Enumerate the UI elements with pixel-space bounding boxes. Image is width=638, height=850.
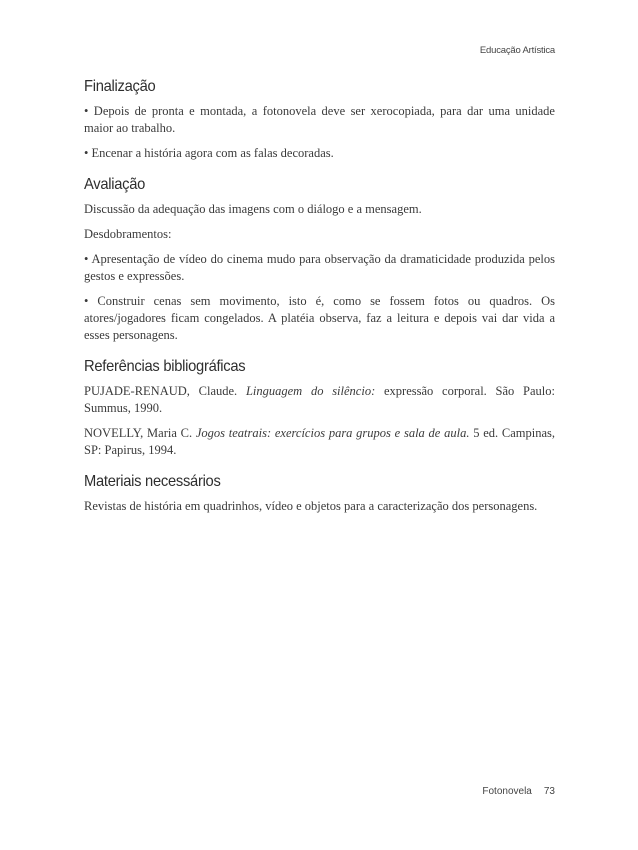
paragraph: Revistas de história em quadrinhos, vídeo e objetos para a caracterização dos personagens. <box>84 499 538 513</box>
reference-author: PUJADE-RENAUD, Claude. <box>84 384 238 398</box>
section-title-materiais: Materiais necessários <box>84 473 221 490</box>
reference-title: Jogos teatrais: exercícios para grupos e sala de aula. <box>195 426 470 440</box>
section-referencias <box>84 358 555 459</box>
section-materiais <box>84 473 555 515</box>
section-title-avaliacao: Avaliação <box>84 176 146 193</box>
section-title-finalizacao: Finalização <box>84 78 156 95</box>
paragraph: • Apresentação de vídeo do cinema mudo para observação da dramaticidade produzida pelos gestos e expressões. <box>84 252 555 283</box>
paragraph: • Encenar a história agora com as falas decoradas. <box>84 146 334 160</box>
footer-label: Fotonovela <box>482 786 532 797</box>
reference-entry <box>84 383 555 417</box>
reference-author: NOVELLY, Maria C. <box>84 426 193 440</box>
running-footer <box>482 786 555 797</box>
paragraph: • Construir cenas sem movimento, isto é, como se fossem fotos ou quadros. Os atores/jogadores ficam congelados. A platéia observa, faz a leitura e depois vai dar vida a esses personagens. <box>84 294 555 342</box>
paragraph: • Depois de pronta e montada, a fotonovela deve ser xerocopiada, para dar uma unidade maior ao trabalho. <box>84 104 555 135</box>
reference-details: expressão corporal. São Paulo: Summus, 1990. <box>84 384 555 415</box>
section-title-referencias: Referências bibliográficas <box>84 358 246 375</box>
reference-entry <box>84 425 555 459</box>
reference-title: Linguagem do silêncio: <box>245 384 376 398</box>
page-content <box>84 78 555 529</box>
paragraph: Discussão da adequação das imagens com o diálogo e a mensagem. <box>84 202 422 216</box>
paragraph: Desdobramentos: <box>84 227 172 241</box>
section-finalizacao <box>84 78 555 162</box>
section-avaliacao <box>84 176 555 344</box>
running-header: Educação Artística <box>479 45 555 56</box>
reference-details: 5 ed. Campinas, SP: Papirus, 1994. <box>84 426 555 457</box>
page-number: 73 <box>543 786 555 797</box>
